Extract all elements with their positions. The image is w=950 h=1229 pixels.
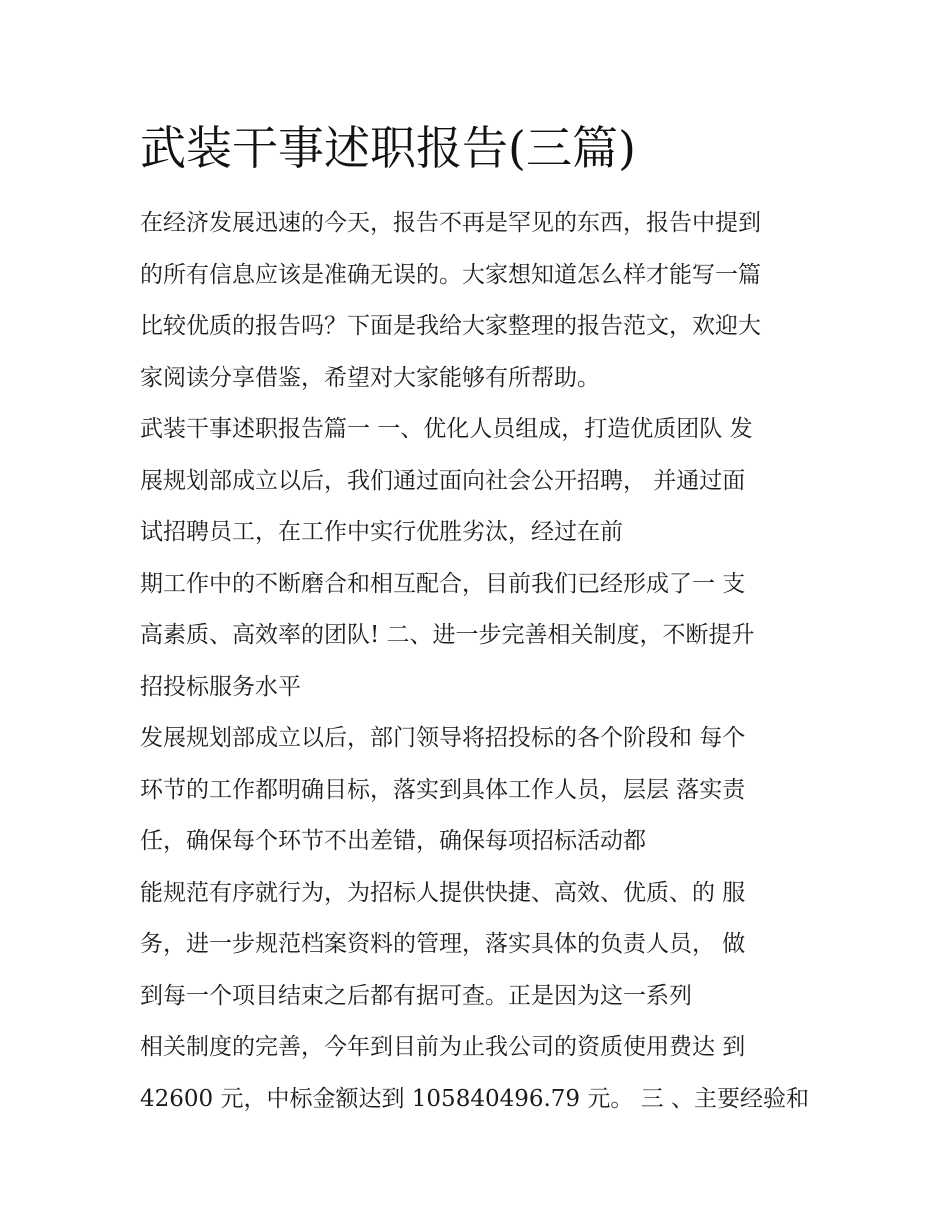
body-line: 到每一个项目结束之后都有据可查。正是因为这一系列 <box>140 982 692 1009</box>
body-line: 在经济发展迅速的今天，报告不再是罕见的东西，报告中提到 <box>140 210 761 236</box>
body-line: 能规范有序就行为，为招标人提供快捷、高效、优质、的 服 <box>140 879 746 906</box>
body-line: 相关制度的完善，今年到目前为止我公司的资质使用费达 到 <box>140 1034 746 1060</box>
body-line: 家阅读分享借鉴，希望对大家能够有所帮助。 <box>140 364 600 391</box>
body-line: 高素质、高效率的团队! 二、进一步完善相关制度，不断提升 <box>140 622 755 648</box>
body-line: 招投标服务水平 <box>140 673 301 700</box>
body-line: 任，确保每个环节不出差错，确保每项招标活动都 <box>140 828 646 854</box>
body-line: 42600 元，中标金额达到 105840496.79 元。 三 、主要经验和 <box>140 1085 809 1112</box>
body-line: 的所有信息应该是准确无误的。大家想知道怎么样才能写一篇 <box>140 261 761 288</box>
body-line: 试招聘员工，在工作中实行优胜劣汰，经过在前 <box>140 519 623 545</box>
body-line: 展规划部成立以后，我们通过面向社会公开招聘， 并通过面 <box>140 467 746 494</box>
body-line: 比较优质的报告吗？下面是我给大家整理的报告范文，欢迎大 <box>140 313 761 339</box>
body-line: 务，进一步规范档案资料的管理，落实具体的负责人员， 做 <box>140 931 746 957</box>
document-title: 武装干事述职报告(三篇) <box>140 121 636 175</box>
body-line: 武装干事述职报告篇一 一、优化人员组成，打造优质团队 发 <box>140 416 753 442</box>
body-line: 发展规划部成立以后，部门领导将招投标的各个阶段和 每个 <box>140 725 746 751</box>
body-line: 期工作中的不断磨合和相互配合，目前我们已经形成了一 支 <box>140 570 746 597</box>
body-line: 环节的工作都明确目标，落实到具体工作人员，层层 落实责 <box>140 776 746 803</box>
document-body <box>140 198 830 1125</box>
